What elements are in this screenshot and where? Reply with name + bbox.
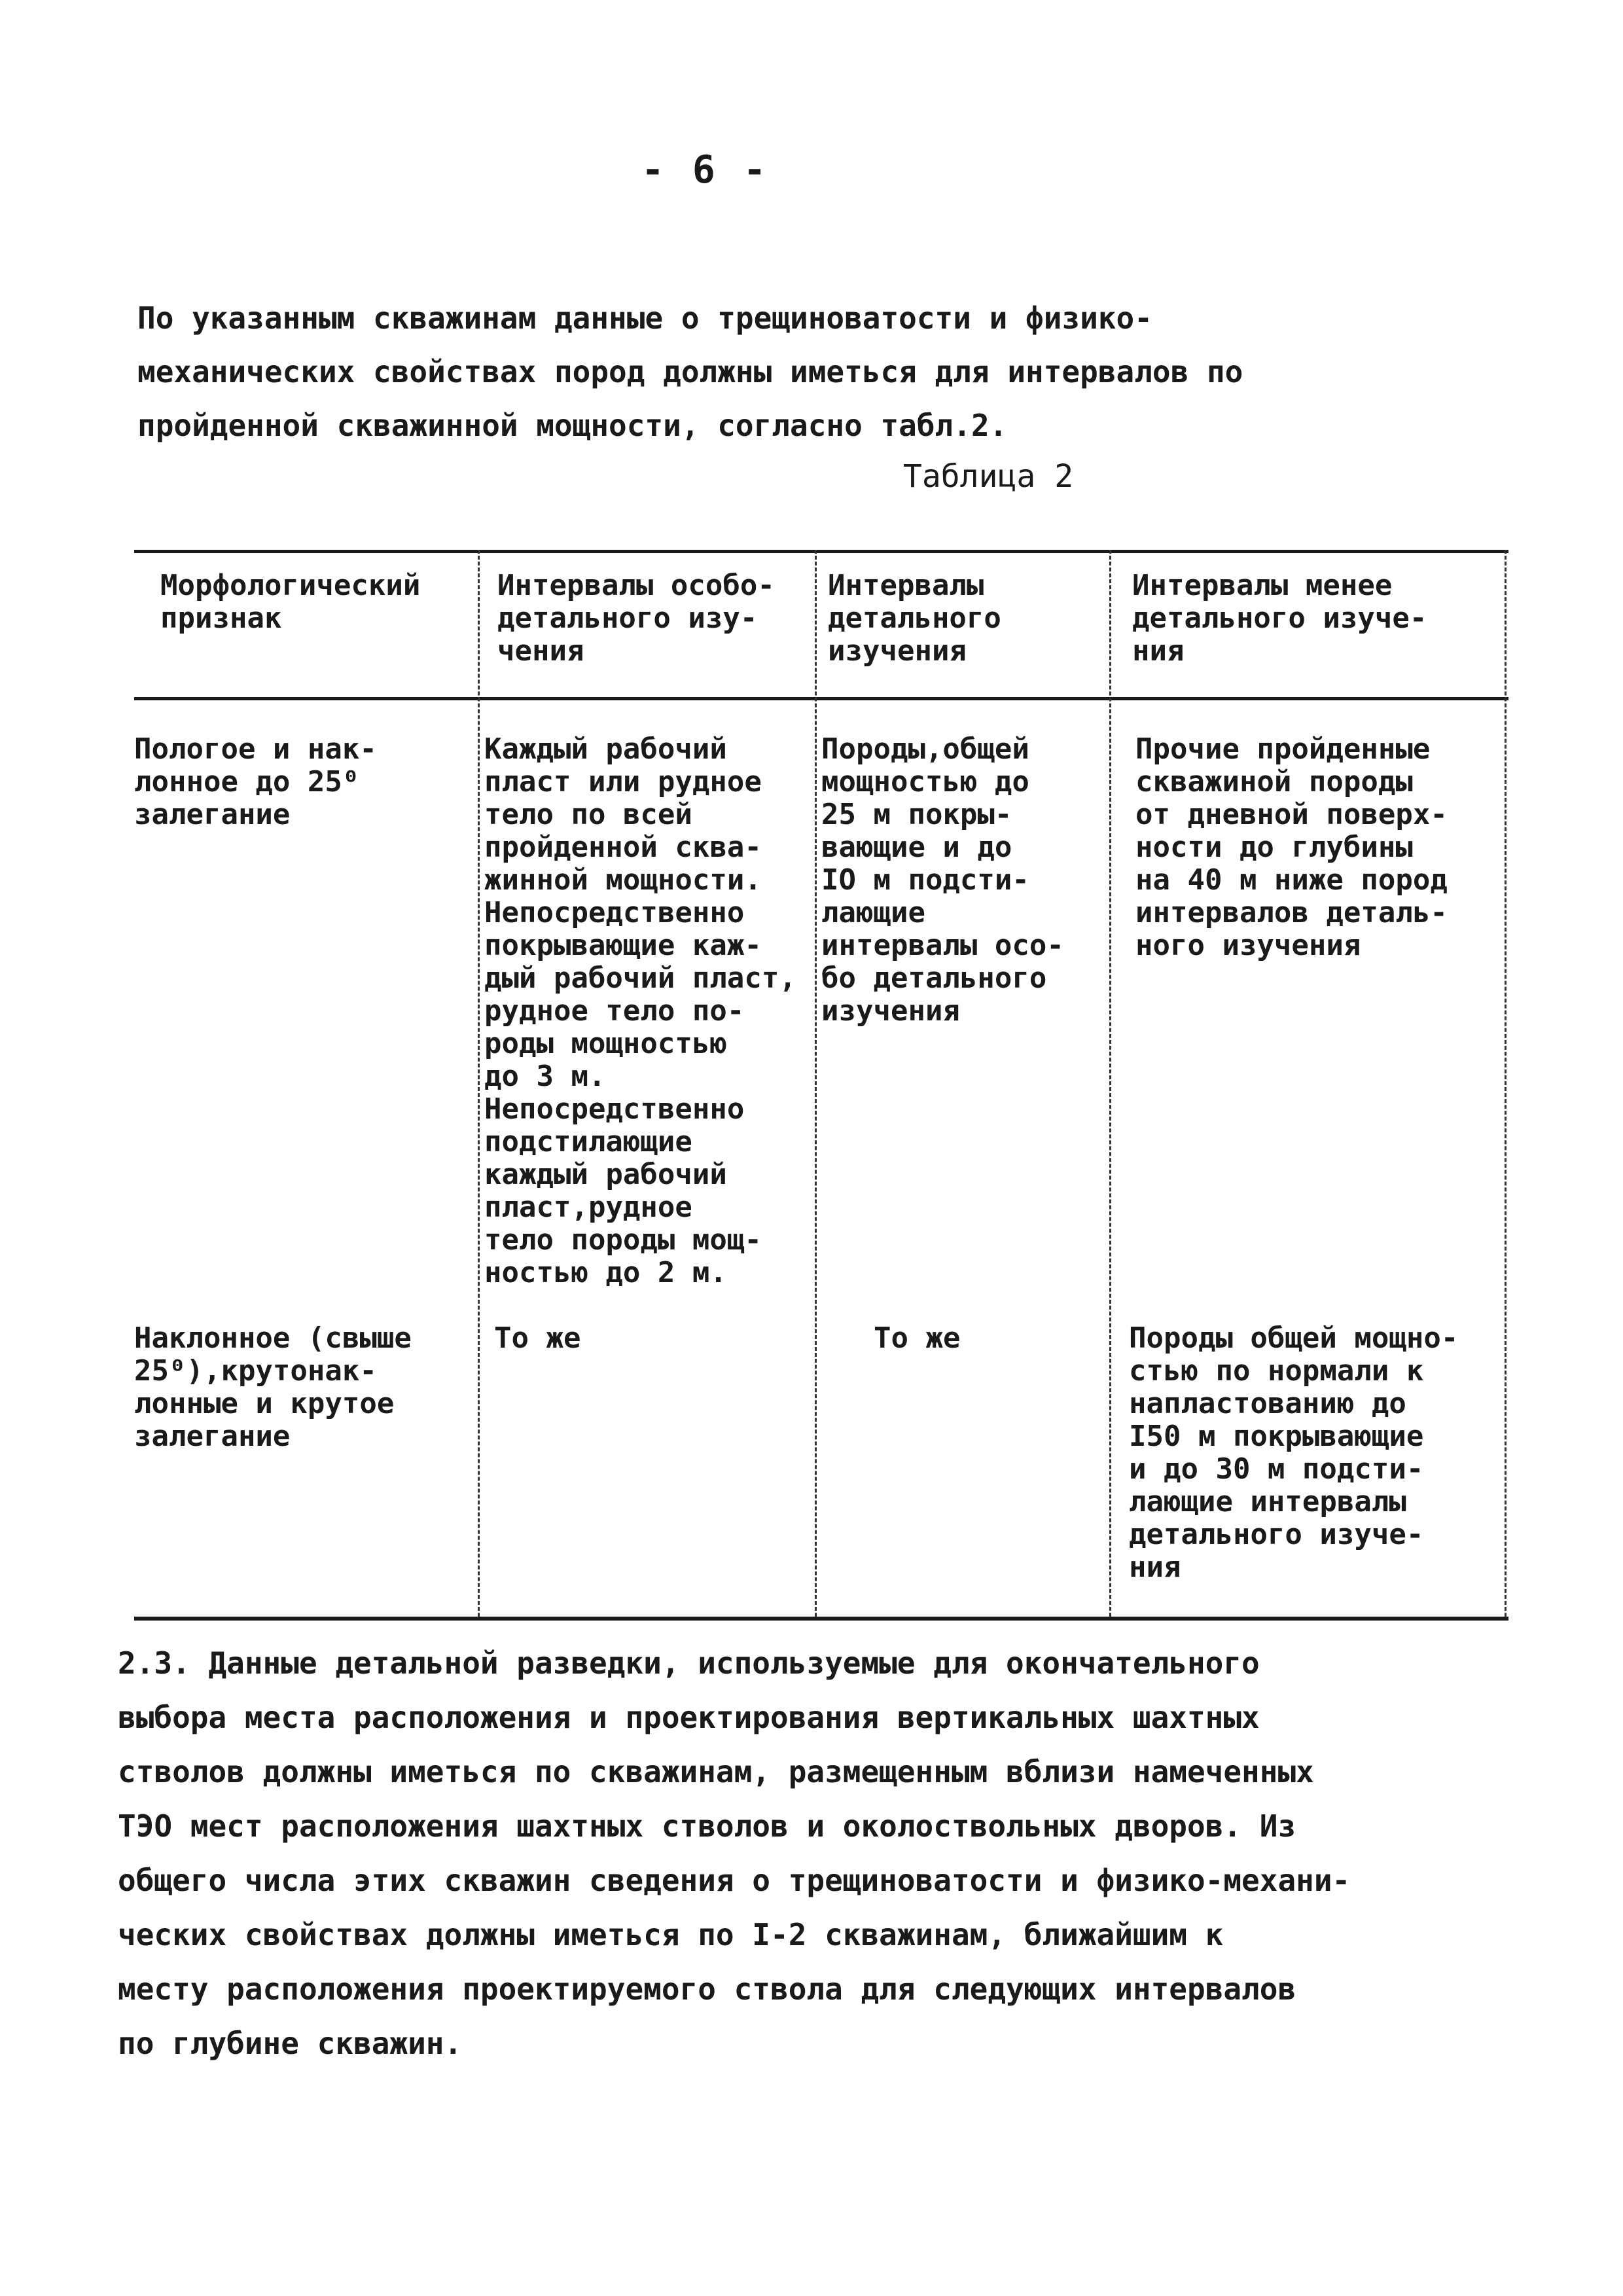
- table-cell: Породы,общей мощностью до 25 м покры- вающие и до IO м подсти- лающие интервалы осо- бо детального изучения: [821, 732, 1064, 1028]
- table-header-rule: [134, 697, 1508, 700]
- header-detailed: Интервалы детального изучения: [828, 569, 1001, 668]
- column-divider: [1109, 550, 1111, 1617]
- column-divider: [815, 550, 817, 1617]
- table-cell: То же: [494, 1321, 581, 1355]
- header-less-detailed: Интервалы менее детального изуче- ния: [1132, 569, 1427, 668]
- header-morphological-feature: Морфологический признак: [160, 569, 421, 635]
- table-cell: Наклонное (свыше 25⁰),крутонак- лонные и крутое залегание: [134, 1321, 412, 1453]
- page-number: - 6 -: [641, 147, 769, 192]
- table-caption: Таблица 2: [903, 458, 1074, 495]
- table-cell: Породы общей мощно- стью по нормали к напластованию до I50 м покрывающие и до 30 м подсти- лающие интервалы детального изуче- ния: [1129, 1321, 1459, 1584]
- intro-paragraph: По указанным скважинам данные о трещиноватости и физико- механических свойствах пород должны иметься для интервалов по пройденной скважинной мощности, согласно табл.2.: [137, 300, 1243, 443]
- table-cell: Прочие пройденные скважиной породы от дневной поверх- ности до глубины на 40 м ниже пород интервалов деталь- ного изучения: [1135, 732, 1448, 962]
- table-2: [134, 550, 1508, 1623]
- table-top-rule: [134, 550, 1508, 553]
- table-cell: То же: [874, 1321, 961, 1355]
- table-cell: Каждый рабочий пласт или рудное тело по всей пройденной сква- жинной мощности. Непосредственно покрывающие каж- дый рабочий пласт, рудное тело по- роды мощностью до 3 м. Непосредственно подстилающие каждый рабочий пласт,рудное тело породы мощ- ностью до 2 м.: [484, 732, 796, 1289]
- section-2-3-paragraph: 2.3. Данные детальной разведки, используемые для окончательного выбора места расположения и проектирования вертикальных шахтных стволов должны иметься по скважинам, размещенным вблизи намеченных ТЭО мест расположения шахтных стволов и околоствольных дворов. Из общего числа этих скважин сведения о трещиноватости и физико-механи- ческих свойствах должны иметься по I-2 скважинам, ближайшим к месту расположения проектируемого ствола для следующих интервалов по глубине скважин.: [118, 1645, 1351, 2061]
- table-bottom-rule: [134, 1617, 1508, 1621]
- header-especially-detailed: Интервалы особо- детального изу- чения: [497, 569, 775, 668]
- column-divider: [478, 550, 480, 1617]
- column-divider: [1505, 550, 1507, 1617]
- table-cell: Пологое и нак- лонное до 25⁰ залегание: [134, 732, 377, 831]
